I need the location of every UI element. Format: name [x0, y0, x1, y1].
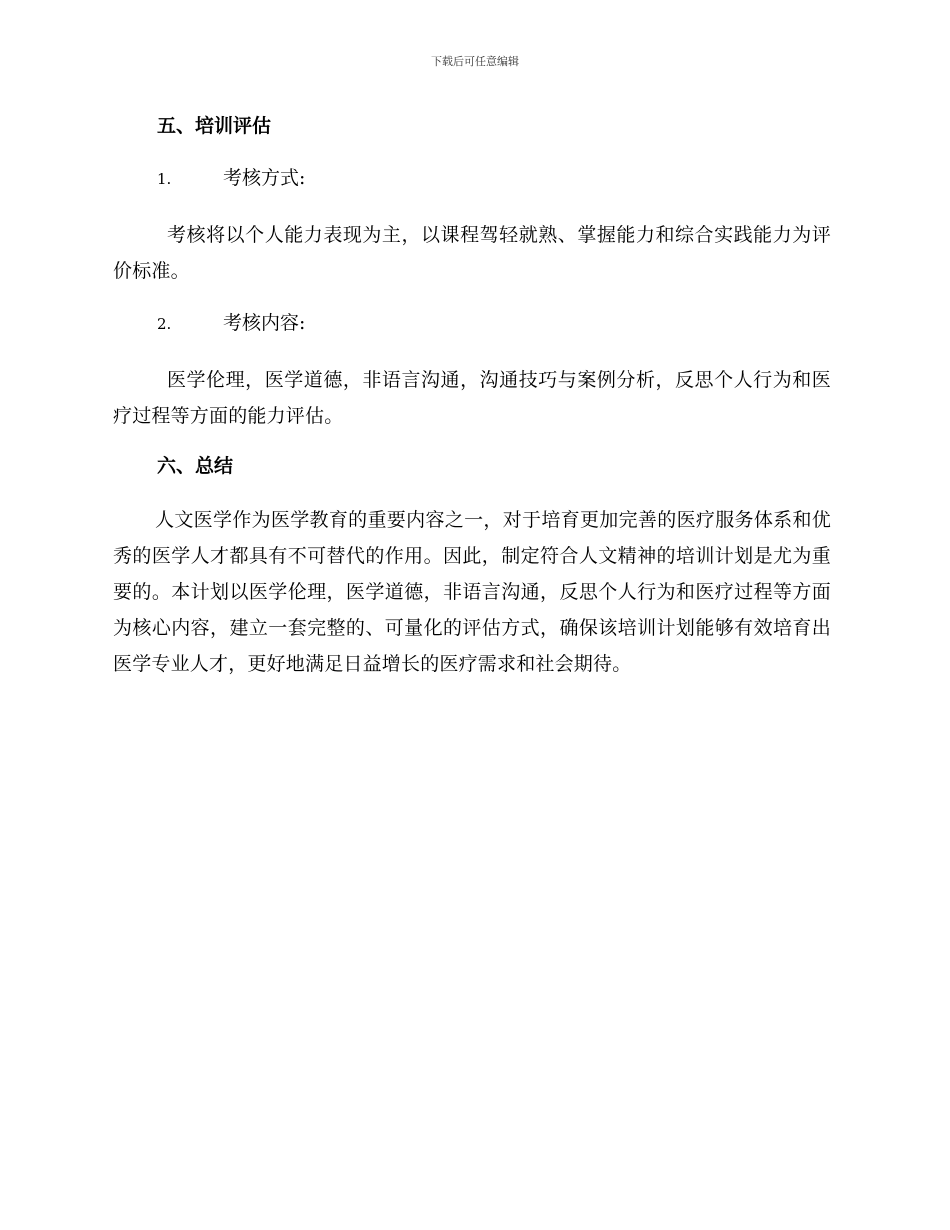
section-heading-summary: 六、总结: [157, 455, 234, 477]
list-number: 2.: [157, 315, 172, 333]
page-header: 下载后可任意编辑: [431, 55, 519, 68]
paragraph-summary: 人文医学作为医学教育的重要内容之一，对于培育更加完善的医疗服务体系和优秀的医学人才都具有不可替代的作用。因此，制定符合人文精神的培训计划是尤为重要的。本计划以医学伦理，医学道德，非语言沟通，反思个人行为和医疗过程等方面为核心内容，建立一套完整的、可量化的评估方式，确保该培训计划能够有效培育出医学专业人才，更好地满足日益增长的医疗需求和社会期待。: [113, 509, 831, 675]
document-body: [113, 110, 831, 700]
paragraph-assessment-method: 考核将以个人能力表现为主，以课程驾轻就熟、掌握能力和综合实践能力为评价标准。: [113, 224, 831, 282]
list-item-assessment-content: [113, 307, 831, 340]
section-heading-evaluation: 五、培训评估: [157, 115, 272, 137]
list-item-assessment-method: [113, 162, 831, 195]
list-label: 考核内容:: [223, 312, 306, 334]
list-label: 考核方式:: [223, 167, 306, 189]
paragraph-assessment-content: 医学伦理，医学道德，非语言沟通，沟通技巧与案例分析，反思个人行为和医疗过程等方面的能力评估。: [113, 369, 831, 427]
list-number: 1.: [157, 170, 172, 188]
